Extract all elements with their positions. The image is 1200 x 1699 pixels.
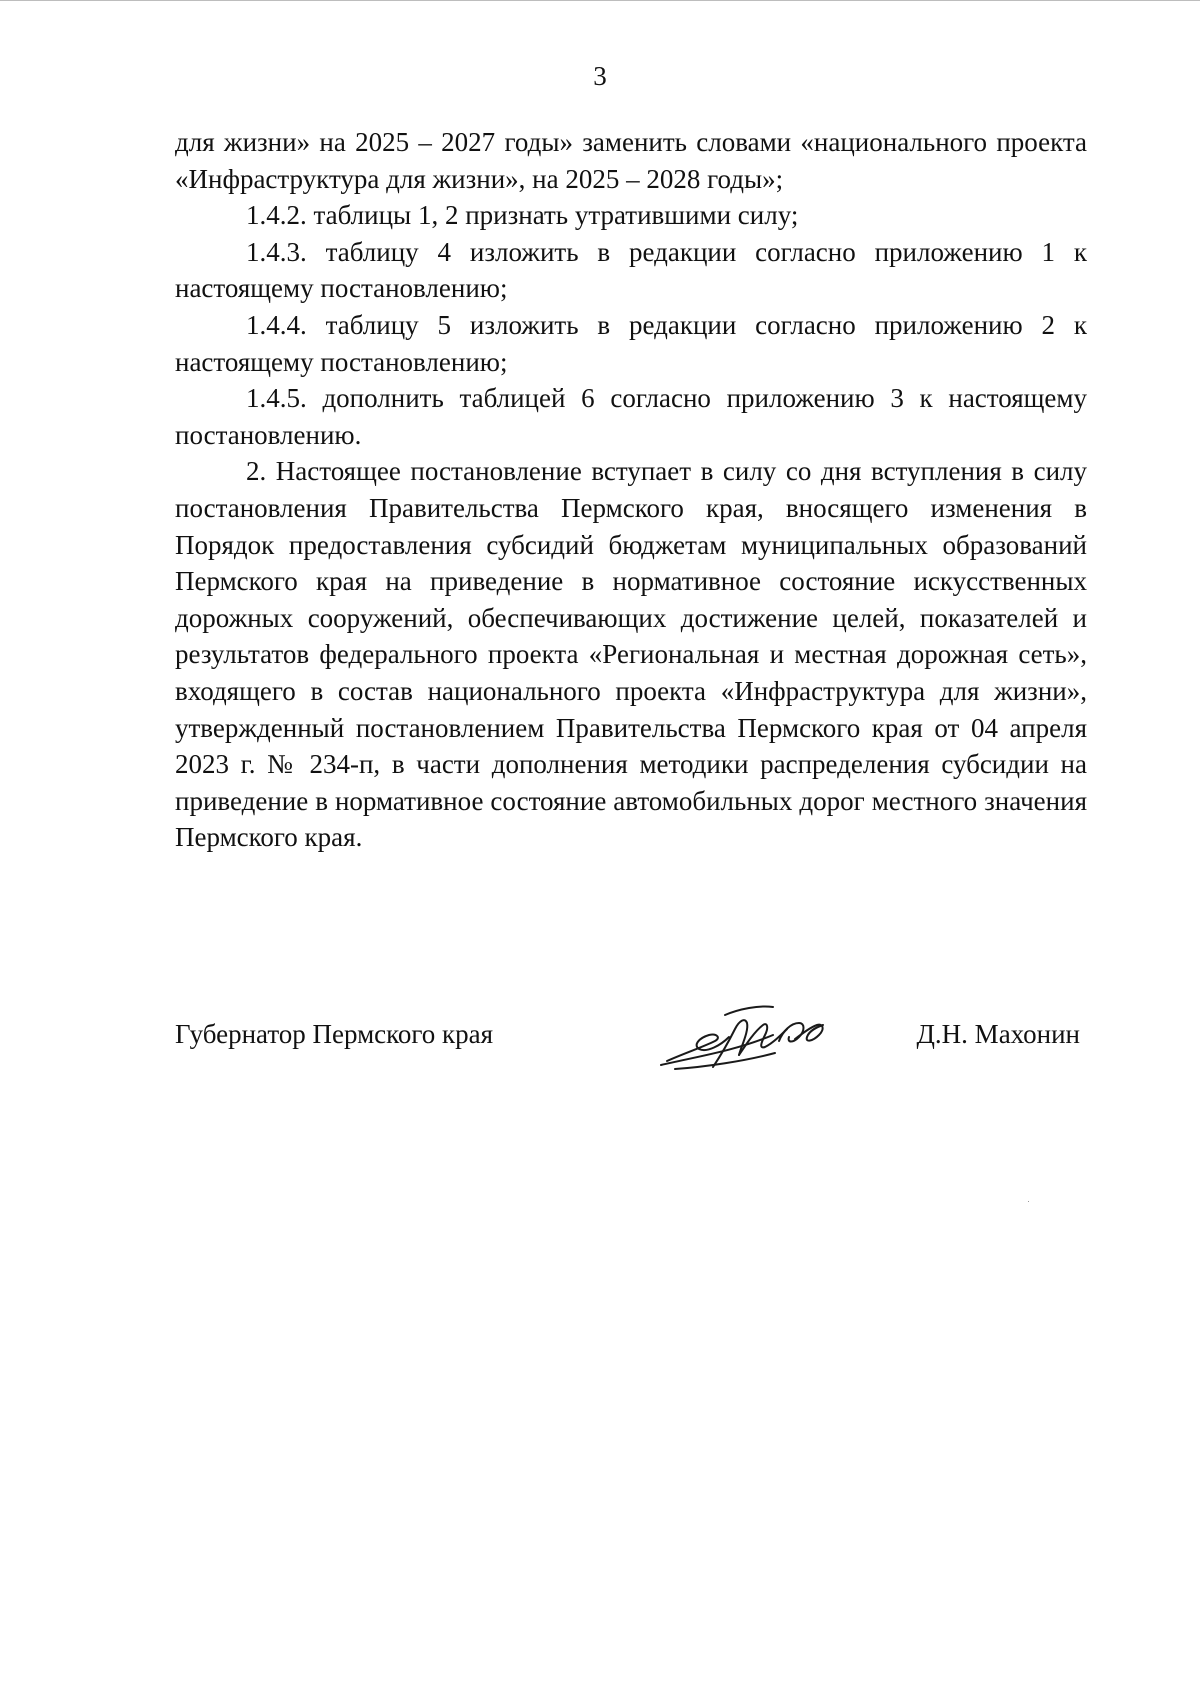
page-number: 3: [593, 61, 607, 91]
paragraph-continuation: для жизни» на 2025 – 2027 годы» заменить словами «национального проекта «Инфраструктура для жизни», на 2025 – 2028 годы»;: [175, 127, 1087, 194]
handwritten-signature-icon: [655, 995, 830, 1079]
paragraph-2: 2. Настоящее постановление вступает в силу со дня вступления в силу постановления Правительства Пермского края, вносящего изменения в Порядок предоставления субсидий бюджетам муниципальных образований Пермского края на приведение в нормативное состояние искусственных дорожных сооружений, обеспечивающих достижение целей, показателей и результатов федерального проекта «Региональная и местная дорожная сеть», входящего в состав национального проекта «Инфраструктура для жизни», утвержденный постановлением Правительства Пермского края от 04 апреля 2023 г. № 234-п, в части дополнения методики распределения субсидии на приведение в нормативное состояние автомобильных дорог местного значения Пермского края.: [175, 456, 1087, 853]
paragraph-1-4-5: 1.4.5. дополнить таблицей 6 согласно приложению 3 к настоящему постановлению.: [175, 383, 1087, 450]
signatory-title: Губернатор Пермского края: [175, 1019, 494, 1049]
document-body: [175, 124, 1087, 856]
paragraph-1-4-3: 1.4.3. таблицу 4 изложить в редакции согласно приложению 1 к настоящему постановлению;: [175, 236, 1087, 304]
signature-block: [175, 1019, 1087, 1079]
signatory-name: Д.Н. Махонин: [916, 1019, 1080, 1049]
paragraph-1-4-2: 1.4.2. таблицы 1, 2 признать утратившими силу;: [246, 200, 799, 231]
paragraph-1-4-4: 1.4.4. таблицу 5 изложить в редакции согласно приложению 2 к настоящему постановлению;: [175, 309, 1087, 377]
scan-speck: [1028, 1201, 1029, 1202]
